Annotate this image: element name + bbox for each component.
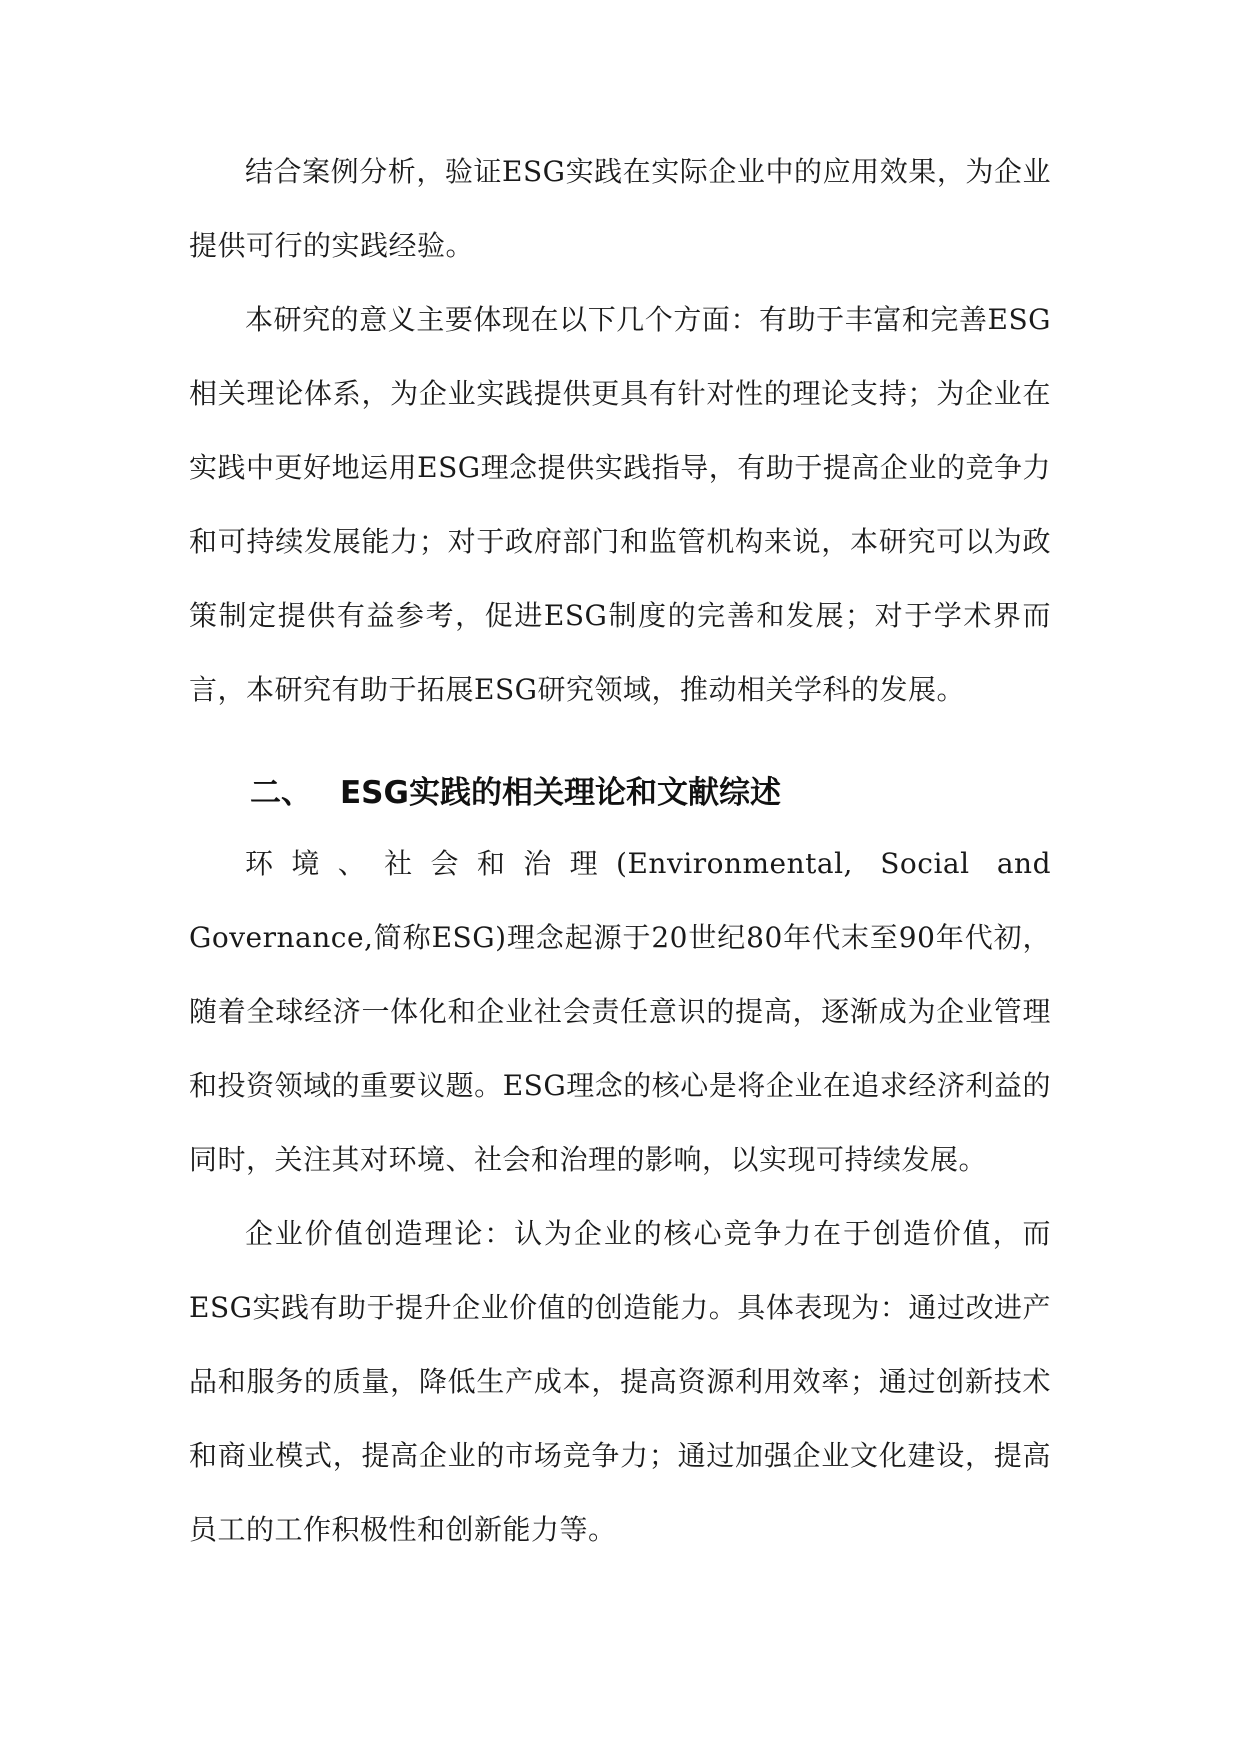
paragraph-esg-origin: 环境、社会和治理(Environmental, Social and Governance,简称ESG)理念起源于20世纪80年代末至90年代初，随着全球经济一体化和企业社会责任意识的提高，逐渐成为企业管理和投资领域的重要议题。ESG理念的核心是将企业在追求经济利益的同时，关注其对环境、社会和治理的影响，以实现可持续发展。 — [189, 847, 1051, 1176]
section-heading — [250, 773, 781, 813]
section-number: 二、 — [250, 775, 312, 811]
paragraph-research-significance: 本研究的意义主要体现在以下几个方面：有助于丰富和完善ESG相关理论体系，为企业实践提供更具有针对性的理论支持；为企业在实践中更好地运用ESG理念提供实践指导，有助于提高企业的竞争力和可持续发展能力；对于政府部门和监管机构来说，本研究可以为政策制定提供有益参考，促进ESG制度的完善和发展；对于学术界而言，本研究有助于拓展ESG研究领域，推动相关学科的发展。 — [189, 303, 1051, 706]
paragraph-case-analysis: 结合案例分析，验证ESG实践在实际企业中的应用效果，为企业提供可行的实践经验。 — [189, 155, 1051, 262]
section-title: ESG实践的相关理论和文献综述 — [340, 775, 781, 811]
paragraph-value-creation-theory: 企业价值创造理论：认为企业的核心竞争力在于创造价值，而ESG实践有助于提升企业价值的创造能力。具体表现为：通过改进产品和服务的质量，降低生产成本，提高资源利用效率；通过创新技术和商业模式，提高企业的市场竞争力；通过加强企业文化建设，提高员工的工作积极性和创新能力等。 — [189, 1217, 1051, 1546]
